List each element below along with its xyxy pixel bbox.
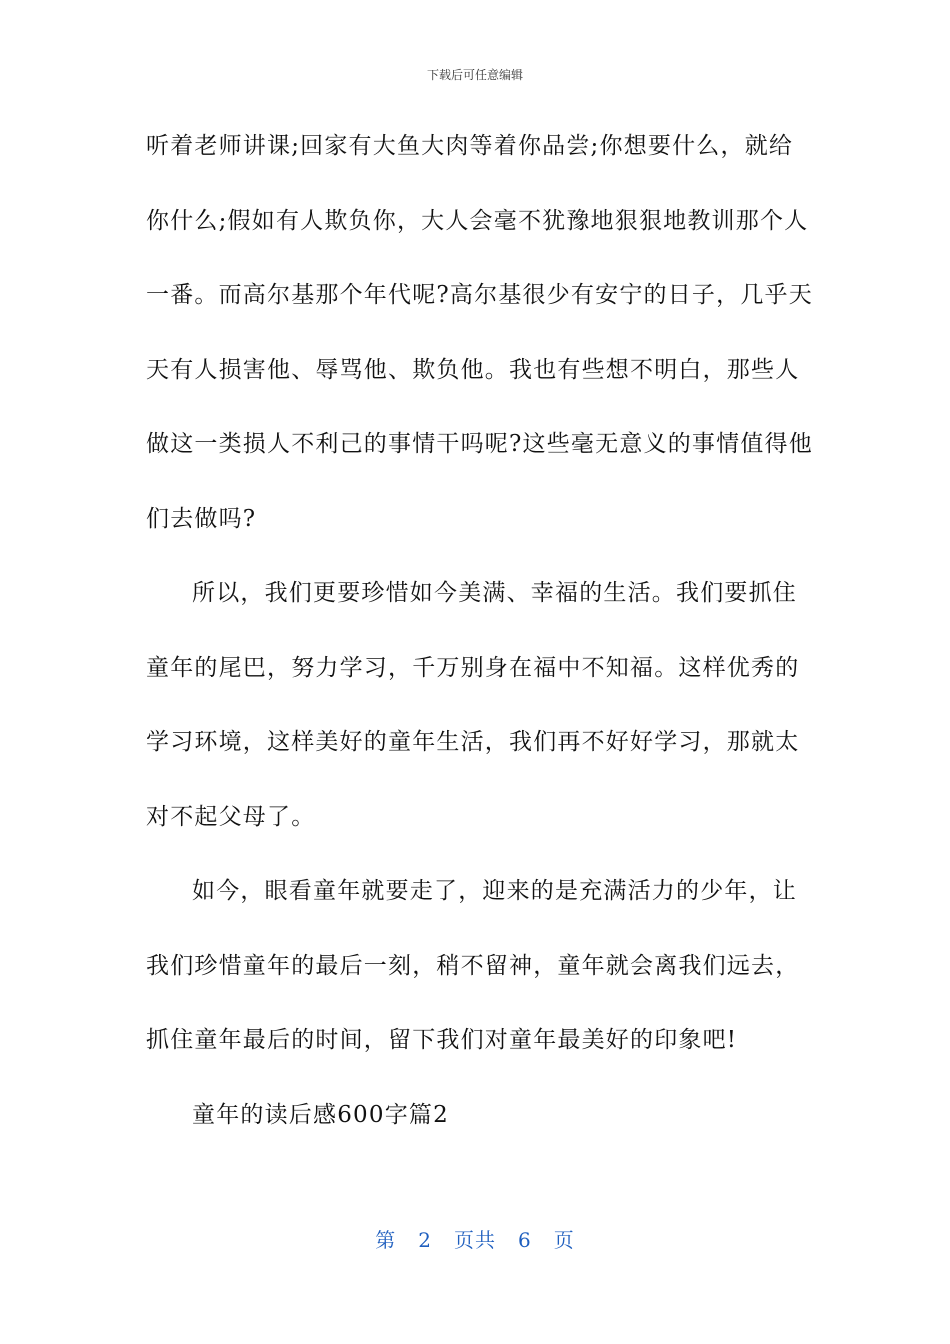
text-line: 对不起父母了。 [146, 803, 316, 830]
text-line: 天有人损害他、辱骂他、欺负他。我也有些想不明白，那些人 [146, 356, 800, 383]
total-page-number: 6 [518, 1228, 532, 1252]
text-line: 学习环境，这样美好的童年生活，我们再不好好学习，那就太 [146, 729, 800, 755]
document-body [146, 120, 813, 1163]
current-page-number: 2 [418, 1228, 432, 1252]
page-header: 下载后可任意编辑 [426, 68, 523, 82]
text-line: 一番。而高尔基那个年代呢?高尔基很少有安宁的日子，几乎天 [146, 282, 813, 308]
text-line: 童年的尾巴，努力学习，千万别身在福中不知福。这样优秀的 [146, 654, 800, 681]
footer-suffix: 页 [553, 1228, 575, 1252]
text-line: 做这一类损人不利己的事情干吗呢?这些毫无意义的事情值得他 [146, 431, 813, 457]
section-heading: 童年的读后感600字篇2 [192, 1101, 449, 1128]
text-line: 你什么;假如有人欺负你，大人会毫不犹豫地狠狠地教训那个人 [146, 207, 809, 234]
text-line: 如今，眼看童年就要走了，迎来的是充满活力的少年，让 [192, 878, 797, 904]
text-line: 听着老师讲课;回家有大鱼大肉等着你品尝;你想要什么，就给 [146, 133, 794, 159]
text-line: 所以，我们更要珍惜如今美满、幸福的生活。我们要抓住 [192, 580, 797, 606]
page-footer [0, 1224, 950, 1253]
footer-prefix: 第 [375, 1228, 397, 1252]
text-line: 抓住童年最后的时间，留下我们对童年最美好的印象吧! [146, 1027, 738, 1053]
footer-middle: 页共 [454, 1228, 496, 1252]
text-line: 们去做吗? [146, 505, 257, 532]
text-line: 我们珍惜童年的最后一刻，稍不留神，童年就会离我们远去， [146, 952, 800, 979]
